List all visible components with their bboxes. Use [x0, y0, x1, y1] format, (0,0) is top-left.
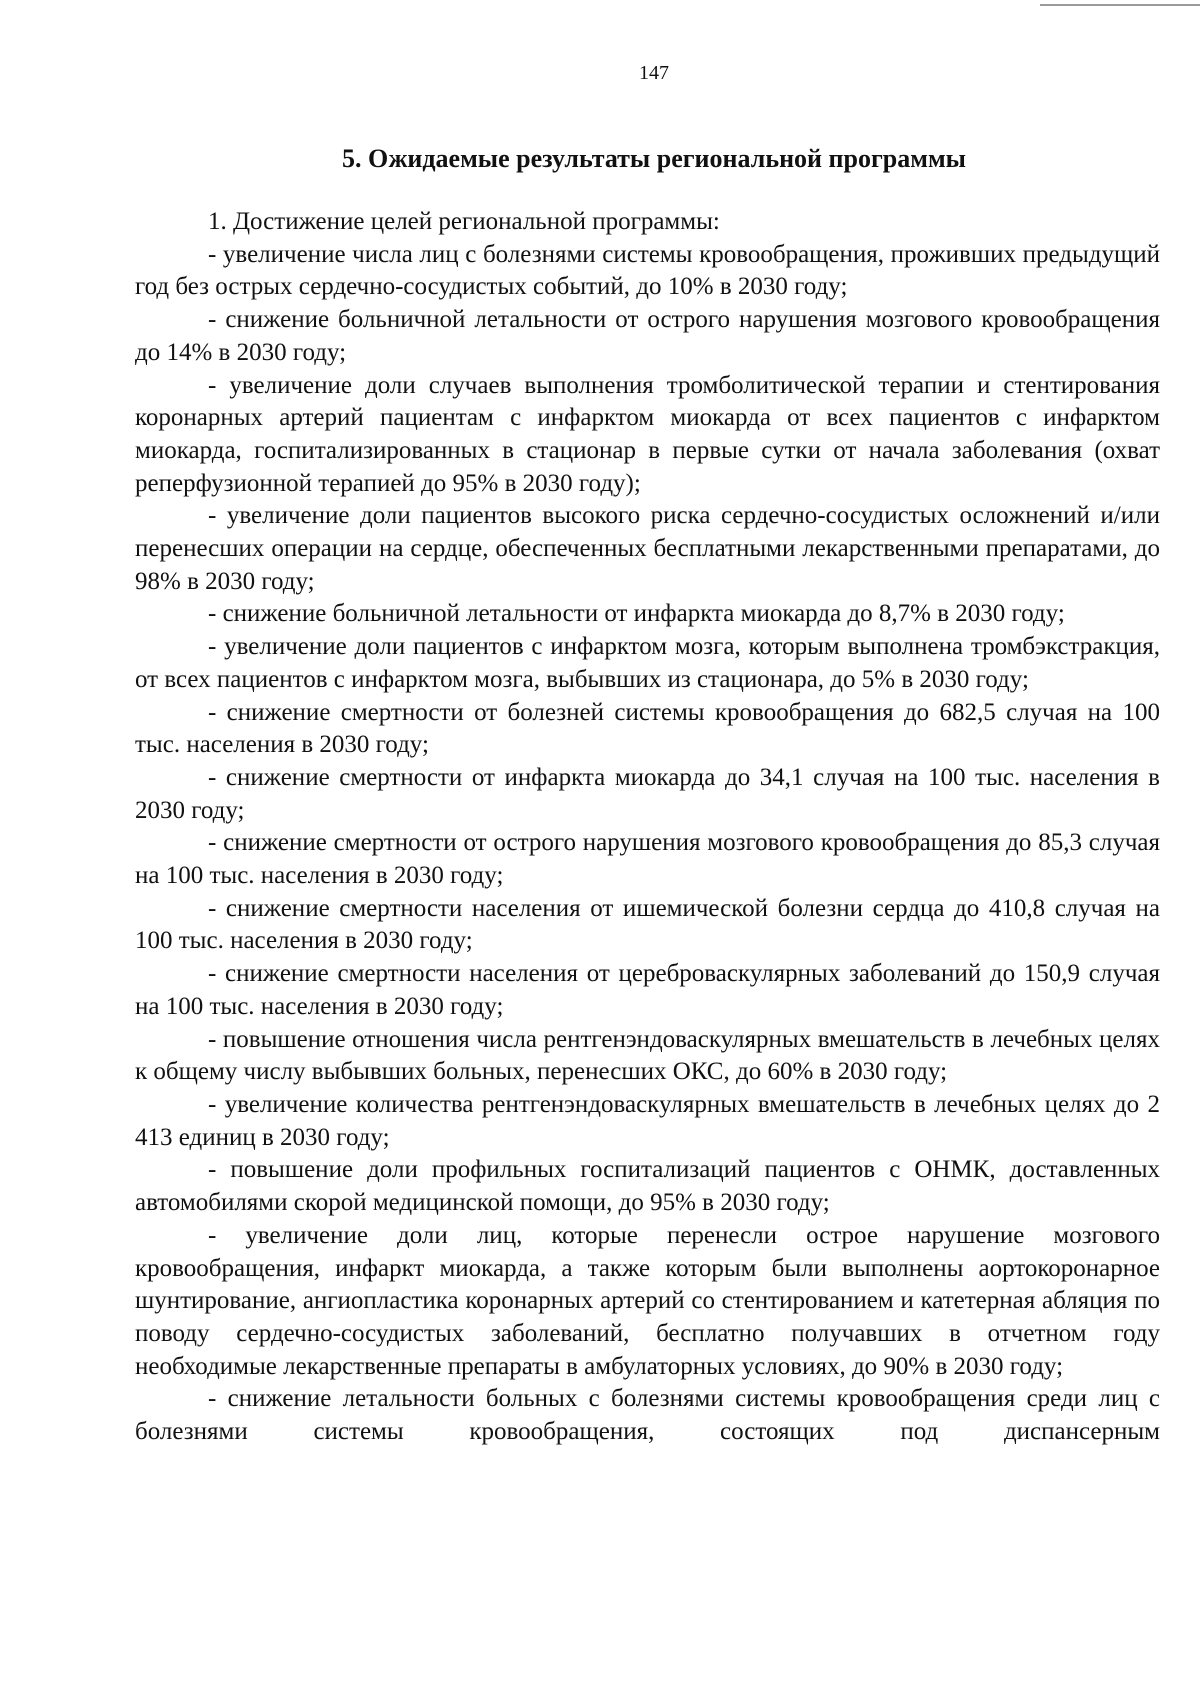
paragraph: - снижение смертности населения от ишемической болезни сердца до 410,8 случая на 100 тыс. населения в 2030 году;	[135, 894, 1160, 955]
paragraph: - увеличение количества рентгенэндоваскулярных вмешательств в лечебных целях до 2 413 единиц в 2030 году;	[135, 1090, 1160, 1151]
paragraph: - снижение смертности от острого нарушения мозгового кровообращения до 85,3 случая на 100 тыс. населения в 2030 году;	[135, 829, 1160, 890]
paragraph: - увеличение доли случаев выполнения тромболитической терапии и стентирования коронарных артерий пациентам с инфарктом миокарда от всех пациентов с инфарктом миокарда, госпитализированных в стационар в первые сутки от начала заболевания (охват реперфузионной терапией до 95% в 2030 году);	[135, 371, 1160, 497]
paragraph: 1. Достижение целей региональной программы:	[208, 208, 720, 235]
paragraph: - снижение смертности от болезней системы кровообращения до 682,5 случая на 100 тыс. населения в 2030 году;	[135, 698, 1160, 759]
paragraph: - увеличение числа лиц с болезнями системы кровообращения, проживших предыдущий год без острых сердечно-сосудистых событий, до 10% в 2030 году;	[135, 240, 1160, 301]
paragraph: - повышение доли профильных госпитализаций пациентов с ОНМК, доставленных автомобилями скорой медицинской помощи, до 95% в 2030 году;	[135, 1156, 1160, 1217]
paragraph: - повышение отношения числа рентгенэндоваскулярных вмешательств в лечебных целях к общему числу выбывших больных, перенесших ОКС, до 60% в 2030 году;	[135, 1025, 1160, 1086]
section-title: 5. Ожидаемые результаты региональной программы	[342, 144, 966, 173]
scan-edge-line	[1040, 4, 1200, 6]
paragraph: - снижение больничной летальности от острого нарушения мозгового кровообращения до 14% в 2030 году;	[135, 306, 1160, 366]
page-number: 147	[639, 62, 669, 84]
document-body	[135, 206, 1160, 1449]
paragraph: - снижение смертности населения от цереброваскулярных заболеваний до 150,9 случая на 100 тыс. населения в 2030 году;	[135, 960, 1160, 1020]
paragraph: - увеличение доли лиц, которые перенесли острое нарушение мозгового кровообращения, инфаркт миокарда, а также которым были выполнены аортокоронарное шунтирование, ангиопластика коронарных артерий со стентированием и катетерная абляция по поводу сердечно-сосудистых заболеваний, бесплатно получавших в отчетном году необходимые лекарственные препараты в амбулаторных условиях, до 90% в 2030 году;	[135, 1221, 1160, 1380]
paragraph: - снижение больничной летальности от инфаркта миокарда до 8,7% в 2030 году;	[208, 600, 1065, 628]
paragraph: - увеличение доли пациентов высокого риска сердечно-сосудистых осложнений и/или перенесших операции на сердце, обеспеченных бесплатными лекарственными препаратами, до 98% в 2030 году;	[135, 502, 1160, 595]
paragraph: - снижение смертности от инфаркта миокарда до 34,1 случая на 100 тыс. населения в 2030 году;	[135, 763, 1160, 824]
paragraph: - снижение летальности больных с болезнями системы кровообращения среди лиц с болезнями системы кровообращения, состоящих под диспансерным	[135, 1385, 1160, 1446]
paragraph: - увеличение доли пациентов с инфарктом мозга, которым выполнена тромбэкстракция, от всех пациентов с инфарктом мозга, выбывших из стационара, до 5% в 2030 году;	[135, 633, 1160, 693]
